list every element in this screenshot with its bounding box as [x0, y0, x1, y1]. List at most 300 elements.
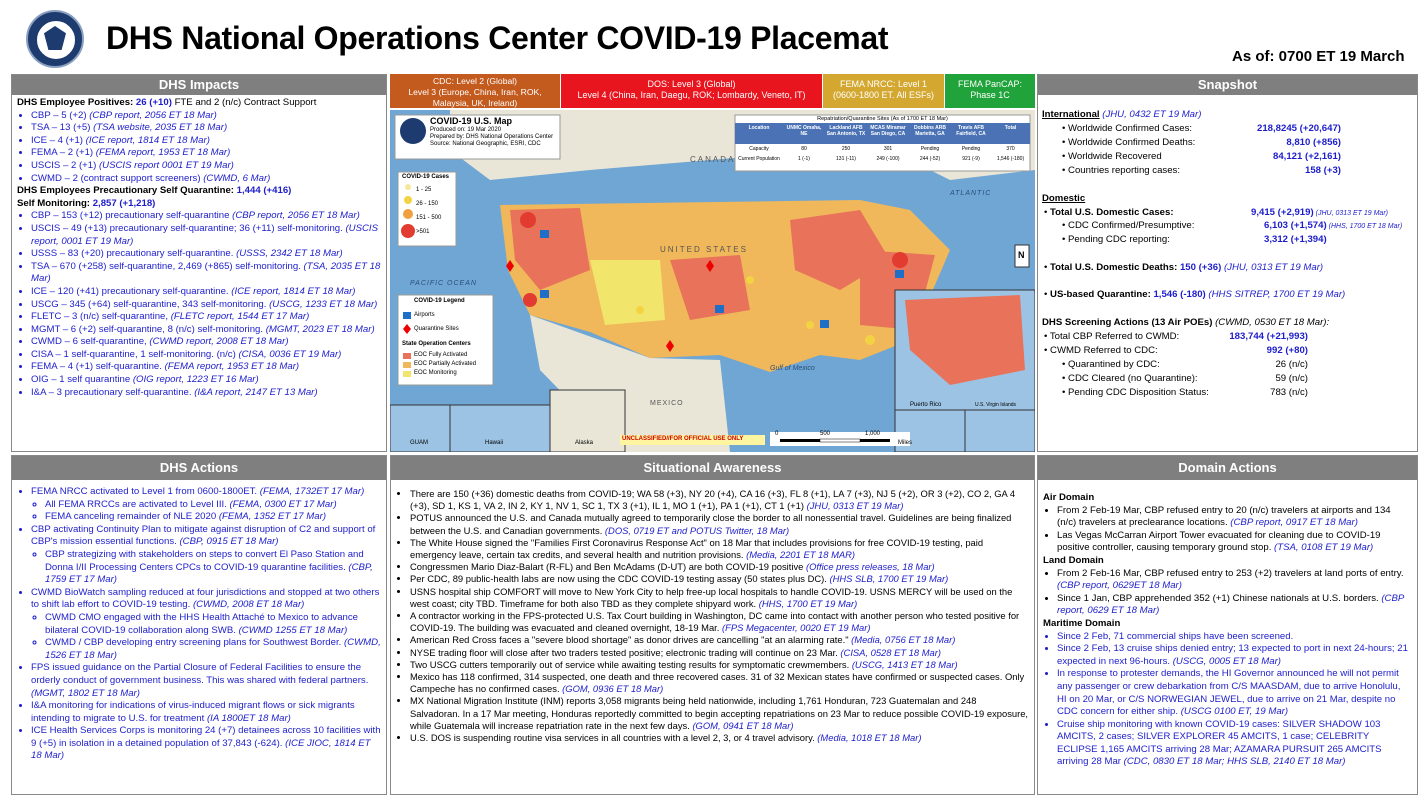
maritime-domain-heading: Maritime Domain	[1043, 617, 1121, 629]
air-domain-heading: Air Domain	[1043, 492, 1095, 503]
domestic-deaths-source: (JHU, 0313 ET 19 Mar)	[1221, 262, 1324, 273]
screening-row-label: • Total CBP Referred to CWMD:	[1044, 331, 1180, 342]
dhs-action-text: ICE Health Services Corps is monitoring 24 (+7) detainees across 10 facilities with 9 (+5) in isolation in a detained population of 37,843 (-624).	[31, 725, 381, 749]
fema-level-line1: FEMA NRCC: Level 1	[839, 79, 928, 89]
situational-item-source: (Office press releases, 18 Mar)	[805, 561, 935, 573]
situational-item-text: The White House signed the "Families First Coronavirus Response Act" on 18 Mar that includes provisions for free COVID-19 testing, paid emergency leave, certain tax credits, and several health and nutrition provisions.	[410, 536, 984, 561]
snapshot-panel	[1037, 74, 1418, 452]
situational-item	[410, 659, 1029, 671]
dhs-action-text: CBP activating Continuity Plan to mitigate against disruption of C2 and support of CBP's mission essential functions.	[31, 523, 376, 548]
quarantine-item-source: (USCIS report, 0001 ET 19 Mar)	[31, 222, 378, 247]
dhs-action-subitem	[45, 499, 381, 512]
maritime-domain-item-source: (CDC, 0830 ET 18 Mar; HHS SLB, 2140 ET 18 Mar)	[1123, 756, 1346, 768]
dhs-action-source: (CBP, 0915 ET 18 Mar)	[179, 536, 279, 548]
pancap-level-line2: Phase 1C	[970, 90, 1010, 100]
cdc-confirmed-source: (HHS, 1700 ET 18 Mar)	[1326, 223, 1403, 230]
dhs-action-source: (IA 1800ET 18 Mar)	[206, 712, 291, 724]
domain-actions-panel	[1037, 455, 1418, 795]
intl-row-value: 158 (+3)	[1305, 165, 1341, 176]
positives-item-source: (ICE report, 1814 ET 18 Mar)	[85, 134, 210, 146]
dhs-action-source: (MGMT, 1802 ET 18 Mar)	[31, 687, 140, 699]
maritime-domain-item	[1057, 668, 1412, 718]
quarantine-item	[31, 374, 381, 387]
repatriation-cell: Dobbins ARB Marietta, GA	[913, 125, 947, 137]
quarantine-item-source: (ICE report, 1814 ET 18 Mar)	[231, 285, 356, 297]
quarantine-item-text: CISA – 1 self-quarantine, 1 self-monitoring. (n/c)	[31, 348, 239, 360]
maritime-domain-item-source: (USCG 0100 ET, 19 Mar)	[1180, 706, 1289, 718]
positives-item	[31, 135, 381, 148]
repatriation-cell: 370	[1006, 146, 1015, 152]
situational-item	[410, 586, 1029, 610]
quarantine-item-source: (FLETC report, 1544 ET 17 Mar)	[170, 311, 310, 323]
dhs-action-subitem-text: CWMD CMO engaged with the HHS Health Attaché to Mexico to advance bilateral COVID-19 collaboration along SWB.	[45, 611, 359, 636]
scale-bar-black-2	[860, 439, 890, 442]
dhs-action-subitem	[45, 511, 381, 524]
situational-item-text: MX National Migration Institute (INM) reports 3,058 migrants being held nationwide, including 1,761 Honduran, 723 Guatemalan and 248 Salvadoran. In a 17 Mar meeting, Honduras reportedly committed to begin accepting repatriations on 23 Mar to reduce possible COVID-19 exposure, while Guatemala will increase repatriation rate in the next few days.	[410, 695, 1029, 731]
positives-item-text: CBP – 5 (+2)	[31, 109, 90, 121]
repatriation-cell: 301	[883, 146, 893, 152]
page-title: DHS National Operations Center COVID-19 Placemat	[106, 20, 889, 56]
dhs-action-subitem-text: CWMD / CBP developing entry screening plans for Southwest Border.	[45, 637, 344, 649]
north-arrow-label: N	[1018, 250, 1025, 260]
dos-level-line2: Level 4 (China, Iran, Daegu, ROK; Lombardy, Veneto, IT)	[577, 90, 806, 100]
quarantine-item	[31, 299, 381, 312]
situational-item-text: Two USCG cutters temporarily out of service while awaiting testing results for symptomatic crewmembers.	[410, 658, 852, 670]
situational-awareness-header: Situational Awareness	[391, 456, 1034, 480]
quarantine-item	[31, 261, 381, 286]
map-dhs-seal	[400, 118, 426, 144]
quarantine-item-text: FLETC – 3 (n/c) self-quarantine,	[31, 311, 171, 323]
quarantine-item-text: USCIS – 49 (+13) precautionary self-quarantine; 36 (+11) self-monitoring.	[31, 222, 346, 234]
situational-list	[396, 488, 1029, 744]
cdc-level-line1: CDC: Level 2 (Global)	[432, 76, 518, 86]
domestic-heading: Domestic	[1042, 193, 1086, 204]
positives-item	[31, 173, 381, 186]
air-domain-item-text: Las Vegas McCarran Airport Tower evacuated for cleaning due to COVID-19 positive controller, causing temporary ground stop.	[1057, 529, 1381, 554]
situational-item-source: (USCG, 1413 ET 18 Mar)	[851, 658, 958, 670]
employee-positives-note: FTE and 2 (n/c) Contract Support	[171, 97, 317, 108]
dhs-action-source: (FEMA, 1732ET 17 Mar)	[259, 486, 365, 497]
puerto-rico-label: Puerto Rico	[910, 402, 942, 408]
dhs-action-subitem-text: CBP strategizing with stakeholders on steps to convert El Paso Station and Donna I/II Processing Centers CPCs to COVID-19 quarantine facilities.	[45, 548, 364, 573]
dhs-action-sublist	[31, 499, 381, 524]
quarantine-item-text: USSS – 83 (+20) precautionary self-quarantine.	[31, 248, 237, 260]
legend-quarantine-label: Quarantine Sites	[414, 326, 459, 332]
quarantine-item-text: CBP – 153 (+12) precautionary self-quarantine	[31, 210, 233, 222]
situational-item-text: A contractor working in the FPS-protected U.S. Tax Court building in Washington, DC came into contact with another person who tested positive for COVID-19. The building was evacuated and cleaned overnight, 18-19 Mar.	[410, 610, 1020, 634]
self-quarantine-label: DHS Employees Precautionary Self Quarantine:	[17, 185, 237, 197]
soc-legend-label: EOC Fully Activated	[414, 352, 468, 358]
air-domain-item-source: (TSA, 0108 ET 19 Mar)	[1274, 542, 1374, 554]
maritime-domain-item-text: Since 2 Feb, 71 commercial ships have been screened.	[1057, 630, 1294, 642]
repatriation-cell: MCAS Miramar San Diego, CA	[870, 125, 906, 137]
dhs-action-item	[31, 524, 381, 587]
repatriation-cell: 1,546 (-180)	[996, 156, 1025, 162]
quarantine-item	[31, 324, 381, 337]
dhs-action-subitem	[45, 612, 381, 637]
cases-legend-label: 1 - 25	[416, 187, 432, 193]
positives-item	[31, 122, 381, 135]
situational-item-text: Mexico has 118 confirmed, 314 suspected, one death and three recovered cases. 31 of 32 Mexican states have confirmed or suspected cases. Only Campeche has no confirmed cases.	[410, 671, 1025, 695]
land-domain-list	[1043, 568, 1412, 618]
intl-source: (JHU, 0432 ET 19 Mar)	[1099, 109, 1202, 120]
positives-item-text: FEMA – 2 (+1)	[31, 147, 96, 159]
employee-positives-label: DHS Employee Positives:	[17, 97, 136, 108]
airport-icon	[540, 290, 549, 298]
repatriation-cell: Total	[1004, 125, 1017, 131]
cdc-confirmed-value: 6,103 (+1,574)	[1264, 220, 1327, 231]
screening-subrow-label: • CDC Cleared (no Quarantine):	[1062, 373, 1198, 384]
situational-item-text: USNS hospital ship COMFORT will move to New York City to help free-up local hospitals to handle COVID-19. USNS MERCY will be used on the west coast; city TBD. Timeframe for both also TBD as they complete shipyard work.	[410, 585, 1013, 609]
dhs-action-text: I&A monitoring for indications of virus-induced migrant flows or sick migrants intending to migrate to U.S. for treatment	[31, 700, 355, 724]
situational-item	[410, 634, 1029, 646]
case-circle-co	[636, 306, 644, 314]
snapshot-body: International (JHU, 0432 ET 19 Mar) • Worldwide Confirmed Cases: 218,8245 (+20,647) • Worldwide Confirmed Deaths: 8,810 (+856) • Worldwide Recovered 84,121 (+2,161) • Countries reporting cases: 158 (+3) Domestic • Total U.S. Domestic Cases: 9,415 (+2,919) (JHU, 0313 ET 19 Mar) • CDC Confirmed/Presumptive: 6,103 (+1,574) (HHS, 1700 ET 18 Mar) • Pending CDC reporting: 3,312 (+1,394) • Total U.S. Domestic Deaths: 150 (+36) (JHU, 0313 ET 19 Mar) • US-based Quarantine: 1,546 (-180) (HHS SITREP, 1700 ET 19 Mar) DHS Screening Actions (13 Air POEs) (CWMD, 0530 ET 18 Mar): • Total CBP Referred to CWMD: 183,744 (+21,993) • CWMD Referred to CDC: 992 (+80) • Quarantined by CDC: 26 (n/c) • CDC Cleared (no Quarantine): 59 (n/c) • Pending CDC Disposition Status: 783 (n/c)	[1042, 109, 1403, 398]
situational-item-source: (HHS SLB, 1700 ET 19 Mar)	[829, 573, 949, 585]
situational-item-source: (GOM, 0936 ET 18 Mar)	[562, 683, 664, 695]
soc-legend-label: EOC Monitoring	[414, 370, 457, 376]
positives-item-text: USCIS – 2 (+1)	[31, 159, 99, 171]
repatriation-cell: UNMC Omaha, NE	[786, 125, 822, 137]
case-size-2	[404, 196, 412, 204]
repatriation-cell: Pending	[961, 146, 981, 152]
cases-legend-label: 26 - 150	[416, 201, 439, 207]
pending-cdc-value: 3,312 (+1,394)	[1264, 234, 1327, 245]
repatriation-table-title: Repatriation/Quarantine Sites (As of 1700 ET 18 Mar)	[817, 116, 948, 122]
dhs-action-item	[31, 700, 381, 725]
quarantine-list	[17, 210, 381, 399]
repatriation-cell: 249 (-100)	[876, 156, 900, 162]
intl-row-value: 84,121 (+2,161)	[1272, 151, 1341, 162]
screening-subrow-value: 59 (n/c)	[1275, 373, 1308, 384]
intl-row-label: • Worldwide Confirmed Deaths:	[1062, 137, 1196, 148]
map-source: Source: National Geographic, ESRI, CDC	[430, 141, 541, 147]
scale-miles-label: Miles	[898, 440, 913, 446]
screening-row-label: • CWMD Referred to CDC:	[1044, 345, 1158, 356]
quarantine-item-text: FEMA – 4 (+1) self-quarantine.	[31, 361, 165, 373]
dhs-impacts-body	[12, 95, 386, 401]
soc-legend-labels	[414, 351, 476, 378]
case-circle-ca	[523, 293, 537, 307]
domestic-total-label: Total U.S. Domestic Cases:	[1050, 207, 1174, 218]
maritime-domain-item	[1057, 631, 1412, 644]
quarantine-item-text: OIG – 1 self quarantine	[31, 374, 133, 386]
dhs-action-text: CWMD BioWatch sampling reduced at four jurisdictions and stopped at two others to shift lab effort to COVID-19 testing.	[31, 586, 380, 611]
fema-level-line2: (0600-1800 ET. All ESFs)	[832, 90, 935, 100]
repatriation-cell: 1 (-1)	[798, 156, 810, 162]
positives-item-source: (USCIS report 0001 ET 19 Mar)	[98, 159, 234, 171]
screening-row-value: 183,744 (+21,993)	[1229, 331, 1308, 342]
situational-item-text: Per CDC, 89 public-health labs are now using the CDC COVID-19 testing assay (50 states plus DC).	[410, 573, 830, 585]
screening-heading: DHS Screening Actions (13 Air POEs)	[1042, 317, 1213, 328]
dhs-actions-header: DHS Actions	[12, 456, 386, 480]
us-quarantine-source: (HHS SITREP, 1700 ET 19 Mar)	[1205, 289, 1346, 300]
positives-item-text: CWMD – 2 (contract support screeners)	[31, 172, 204, 184]
situational-item-source: (Media, 0756 ET 18 Mar)	[851, 634, 956, 646]
positives-item	[31, 160, 381, 173]
quarantine-item-source: (MGMT, 2023 ET 18 Mar)	[265, 323, 375, 335]
quarantine-item-text: ICE – 120 (+41) precautionary self-quarantine.	[31, 285, 232, 297]
dhs-action-subitem-text: FEMA canceling remainder of NLE 2020	[45, 511, 219, 523]
quarantine-item-text: I&A – 3 precautionary self-quarantine.	[31, 386, 195, 398]
land-domain-heading: Land Domain	[1043, 554, 1104, 566]
land-domain-item-text: From 2 Feb-16 Mar, CBP refused entry to 253 (+2) travelers at land ports of entry.	[1057, 567, 1404, 579]
situational-item-text: POTUS announced the U.S. and Canada mutually agreed to temporarily close the border to all nonessential travel. Guidelines are being finalized between the U.S. and Canadian governments.	[410, 512, 1012, 536]
map-prepared: Prepared by: DHS National Operations Center	[430, 134, 554, 140]
cdc-level-line3: Malaysia, UK, Ireland)	[432, 98, 518, 108]
pancap-level-box	[945, 74, 1035, 108]
dhs-action-item	[31, 587, 381, 663]
quarantine-item-text: USCG – 345 (+64) self-quarantine, 343 self-monitoring.	[31, 298, 270, 310]
situational-item-source: (Media, 2201 ET 18 MAR)	[746, 549, 856, 561]
dhs-actions-panel	[11, 455, 387, 795]
situational-item	[410, 561, 1029, 573]
repatriation-cell: 131 (-11)	[836, 156, 856, 162]
soc-legend-label: EOC Partially Activated	[414, 361, 477, 367]
situational-item	[410, 671, 1029, 695]
quarantine-item-source: (USCG, 1233 ET 18 Mar)	[269, 298, 378, 310]
us-quarantine-label: US-based Quarantine	[1050, 289, 1148, 300]
dhs-action-subitem-source: (FEMA, 1352 ET 17 Mar)	[218, 511, 327, 523]
quarantine-item-text: TSA – 670 (+258) self-quarantine, 2,469 (+865) self-monitoring.	[31, 260, 304, 272]
airport-icon	[820, 320, 829, 328]
legend-soc-full-swatch	[403, 353, 411, 359]
repatriation-cell: 921 (-9)	[962, 156, 980, 162]
dhs-actions-list	[17, 486, 381, 763]
airport-icon	[895, 270, 904, 278]
airport-icon	[715, 305, 724, 313]
repatriation-cell: Travis AFB Fairfield, CA	[956, 125, 986, 137]
fema-level-box	[823, 74, 944, 108]
intl-row-value: 218,8245 (+20,647)	[1256, 123, 1341, 134]
situational-awareness-body	[391, 480, 1034, 746]
positives-item-text: ICE – 4 (+1)	[31, 134, 86, 146]
quarantine-item	[31, 248, 381, 261]
positives-list	[17, 110, 381, 186]
maritime-domain-item-text: In response to protester demands, the HI Governor announced he will not permit any passenger or crew debarkation from C/S MAASDAM, due to arrive Honolulu, HI on 20 Mar, or C/S NORWEGIAN JEWEL, due to arrive on 21 Mar, despite no CDC concern for either ship.	[1057, 668, 1401, 718]
situational-item-text: Congressmen Mario Diaz-Balart (R-FL) and Ben McAdams (D-UT) are both COVID-19 positive	[410, 561, 806, 573]
screening-subrow-value: 783 (n/c)	[1270, 387, 1308, 398]
situational-item	[410, 610, 1029, 634]
scale-label: 500	[820, 431, 831, 437]
covid-legend-title: COVID-19 Legend	[414, 298, 465, 304]
domestic-total-source: (JHU, 0313 ET 19 Mar)	[1313, 210, 1388, 217]
intl-row-label: • Countries reporting cases:	[1062, 165, 1181, 176]
case-size-3	[403, 209, 413, 219]
map-produced: Produced on: 19 Mar 2020	[430, 127, 502, 133]
quarantine-item-source: (TSA, 2035 ET 18 Mar)	[31, 260, 381, 285]
scale-bar-white	[820, 439, 860, 442]
positives-item	[31, 147, 381, 160]
land-domain-item	[1057, 568, 1412, 593]
situational-item-source: (FPS Megacenter, 0020 ET 19 Mar)	[722, 622, 871, 634]
land-domain-item-source: (CBP report, 0629 ET 18 Mar)	[1057, 592, 1404, 617]
positives-item-source: (CWMD, 6 Mar)	[203, 172, 271, 184]
situational-item	[410, 537, 1029, 561]
self-quarantine-value: 1,444 (+416)	[236, 185, 292, 197]
case-size-4	[401, 224, 415, 238]
scale-label: 0	[775, 431, 779, 437]
dhs-impacts-panel	[11, 74, 387, 452]
repatriation-cell: Capacity	[749, 146, 769, 152]
positives-item-source: (TSA website, 2035 ET 18 Mar)	[93, 122, 228, 134]
united-states-label: UNITED STATES	[660, 245, 748, 254]
dhs-action-subitem-text: All FEMA RRCCs are activated to Level III.	[45, 498, 230, 510]
dhs-action-item	[31, 662, 381, 700]
intl-row-label: • Worldwide Recovered	[1062, 151, 1162, 162]
scale-label: 1,000	[865, 431, 881, 437]
repatriation-cell: 250	[841, 146, 851, 152]
legend-airports-label: Airports	[414, 312, 435, 318]
quarantine-item	[31, 387, 381, 400]
quarantine-item-source: (FEMA report, 1953 ET 18 Mar)	[164, 361, 300, 373]
cases-legend-label: >501	[416, 229, 430, 235]
cases-legend-labels	[416, 183, 441, 239]
legend-airport-icon	[403, 312, 411, 319]
quarantine-item	[31, 286, 381, 299]
gulf-label: Gulf of Mexico	[770, 365, 815, 372]
dhs-action-text: FPS issued guidance on the Partial Closure of Federal Facilities to ensure the orderly conduct of government business. This was shared with federal partners.	[31, 662, 369, 686]
situational-item-source: (DOS, 0719 ET and POTUS Twitter, 18 Mar)	[604, 524, 790, 536]
case-circle-il	[746, 276, 754, 284]
virgin-islands-label: U.S. Virgin Islands	[975, 402, 1017, 408]
maritime-domain-item	[1057, 719, 1412, 769]
maritime-domain-item-text: Since 2 Feb, 13 cruise ships denied entry; 13 expected to port in next 24-hours; 21 expected in next 96-hours.	[1057, 643, 1408, 667]
situational-item	[410, 647, 1029, 659]
us-quarantine-colon: :	[1147, 289, 1151, 300]
airport-icon	[540, 230, 549, 238]
legend-soc-partial-swatch	[403, 362, 411, 368]
situational-item	[410, 573, 1029, 585]
quarantine-item-source: (OIG report, 1223 ET 16 Mar)	[132, 374, 259, 386]
screening-subrow-label: • Quarantined by CDC:	[1062, 359, 1160, 370]
domain-actions-header: Domain Actions	[1038, 456, 1417, 480]
situational-awareness-panel	[390, 455, 1035, 795]
dhs-action-subitem-source: (FEMA, 0300 ET 17 Mar)	[229, 498, 337, 510]
dhs-action-item	[31, 725, 381, 763]
dhs-action-subitem-source: (CBP, 1759 ET 17 Mar)	[45, 561, 373, 586]
dhs-action-source: (CWMD, 2008 ET 18 Mar)	[192, 599, 305, 611]
quarantine-item	[31, 223, 381, 248]
maritime-domain-item-source: (USCG, 0005 ET 18 Mar)	[1172, 655, 1281, 667]
quarantine-item-text: MGMT – 6 (+2) self-quarantine, 8 (n/c) self-monitoring.	[31, 323, 266, 335]
situational-item-source: (GOM, 0941 ET 18 Mar)	[692, 719, 794, 731]
scale-bar-black	[780, 439, 820, 442]
case-circle-fl	[865, 335, 875, 345]
legend-soc-monitor-swatch	[403, 371, 411, 377]
positives-item-text: TSA – 13 (+5)	[31, 122, 94, 134]
dhs-seal-logo	[26, 10, 84, 68]
situational-item-source: (HHS, 1700 ET 19 Mar)	[758, 597, 858, 609]
situational-item-text: There are 150 (+36) domestic deaths from COVID-19; WA 58 (+3), NY 20 (+4), CA 16 (+3), FL 8 (+1), LA 7 (+3), NJ 5 (+2), OR 3 (+2), CO 2, GA 4 (+3), SD 1, KS 1, VA 2, IN 2, KY 1, NV 1, SC 1, TX 3 (+1), IL 1, MO 1 (+1), PA 1 (+1), CT 1 (+1)	[410, 488, 1016, 512]
hawaii-label: Hawaii	[485, 440, 504, 446]
situational-item	[410, 732, 1029, 744]
self-monitoring-label: Self Monitoring:	[17, 197, 93, 209]
repatriation-cell: Current Population	[738, 156, 780, 162]
situational-item-text: U.S. DOS is suspending routine visa services in all countries with a level 2, 3, or 4 travel advisory.	[410, 732, 818, 744]
quarantine-item-source: (I&A report, 2147 ET 13 Mar)	[194, 386, 318, 398]
positives-item-source: (FEMA report, 1953 ET 18 Mar)	[95, 147, 231, 159]
soc-legend-title: State Operation Centers	[402, 341, 471, 347]
repatriation-cell: Pending	[920, 146, 940, 152]
domain-actions-body	[1038, 480, 1417, 771]
positives-item	[31, 110, 381, 123]
intl-row-label: • Worldwide Confirmed Cases:	[1062, 123, 1193, 134]
air-domain-item	[1057, 505, 1412, 530]
positives-item-source: (CBP report, 2056 ET 18 Mar)	[89, 109, 217, 121]
maritime-domain-item	[1057, 643, 1412, 668]
situational-item-source: (JHU, 0313 ET 19 Mar)	[806, 500, 904, 512]
repatriation-cell: 80	[801, 146, 807, 152]
quarantine-item	[31, 349, 381, 362]
atlantic-label: ATLANTIC	[950, 190, 992, 197]
domestic-deaths-value: 150 (+36)	[1179, 262, 1222, 273]
land-domain-item-text: Since 1 Jan, CBP apprehended 352 (+1) Chinese nationals at U.S. borders.	[1057, 592, 1382, 604]
repatriation-cell: 244 (-52)	[919, 156, 941, 162]
dhs-action-subitem-source: (CWMD 1255 ET 18 Mar)	[238, 624, 348, 636]
covid-us-map	[390, 110, 1035, 452]
dhs-action-subitem	[45, 549, 381, 587]
dhs-action-text: FEMA NRCC activated to Level 1 from 0600-1800ET.	[31, 486, 260, 497]
intl-row-value: 8,810 (+856)	[1286, 137, 1341, 148]
quarantine-item	[31, 210, 381, 223]
cdc-level-line2: Level 3 (Europe, China, Iran, ROK,	[408, 87, 542, 97]
dhs-action-sublist	[31, 612, 381, 662]
air-domain-item-source: (CBP report, 0917 ET 18 Mar)	[1230, 517, 1358, 529]
dhs-impacts-header: DHS Impacts	[12, 75, 386, 95]
land-domain-item-source: (CBP report, 0629ET 18 Mar)	[1057, 580, 1182, 592]
quarantine-item-source: (CBP report, 2056 ET 18 Mar)	[232, 210, 360, 222]
cdc-level-box	[390, 74, 560, 108]
quarantine-item	[31, 311, 381, 324]
situational-item-source: (Media, 1018 ET 18 Mar)	[817, 732, 922, 744]
situational-item	[410, 695, 1029, 732]
domestic-deaths-label: Total U.S. Domestic Deaths:	[1050, 262, 1180, 273]
situational-item-text: NYSE trading floor will close after two traders tested positive; electronic trading will continue on 23 Mar.	[410, 646, 841, 658]
self-monitoring-value: 2,857 (+1,218)	[92, 197, 156, 209]
dhs-action-sublist	[31, 549, 381, 587]
quarantine-item-source: (CWMD report, 2008 ET 18 Mar)	[149, 336, 289, 348]
cases-legend-label: 151 - 500	[416, 215, 442, 221]
quarantine-item	[31, 361, 381, 374]
air-domain-item	[1057, 530, 1412, 555]
case-circle-ny	[892, 252, 908, 268]
canada-label: CANADA	[690, 155, 736, 164]
situational-item-source: (CISA, 0528 ET 18 Mar)	[840, 646, 941, 658]
maritime-domain-item-text: Cruise ship monitoring with known COVID-19 cases: SILVER SHADOW 103 AMCITS, 2 cases; SILVER EXPLORER 45 AMCITS, 1 case; CELEBRITY ECLIPSE 1,165 AMCITS arriving 28 Mar; AZAMARA PURSUIT 265 AMCITS arriving 28 Mar	[1057, 718, 1382, 768]
intl-heading: International	[1042, 109, 1100, 120]
snapshot-header: Snapshot	[1038, 75, 1417, 95]
maritime-domain-list	[1043, 631, 1412, 770]
quarantine-item	[31, 336, 381, 349]
pancap-level-line1: FEMA PanCAP:	[957, 79, 1023, 89]
case-circle-ga	[806, 321, 814, 329]
situational-item	[410, 512, 1029, 536]
pending-cdc-label: Pending CDC reporting:	[1068, 234, 1170, 245]
dhs-action-source: (ICE JIOC, 1814 ET 18 Mar)	[31, 737, 371, 762]
cdc-confirmed-label: CDC Confirmed/Presumptive:	[1068, 220, 1195, 231]
repatriation-cell: Location	[748, 125, 770, 131]
map-title: COVID-19 U.S. Map	[430, 116, 513, 126]
repatriation-cell: Lackland AFB San Antonio, TX	[826, 125, 866, 137]
pacific-label: PACIFIC OCEAN	[410, 280, 477, 287]
as-of-timestamp: As of: 0700 ET 19 March	[1232, 48, 1405, 65]
case-size-1	[405, 184, 411, 190]
screening-source: (CWMD, 0530 ET 18 Mar):	[1212, 317, 1330, 328]
dos-level-box	[561, 74, 822, 108]
dhs-action-subitem	[45, 637, 381, 662]
guam-label: GUAM	[410, 440, 428, 446]
